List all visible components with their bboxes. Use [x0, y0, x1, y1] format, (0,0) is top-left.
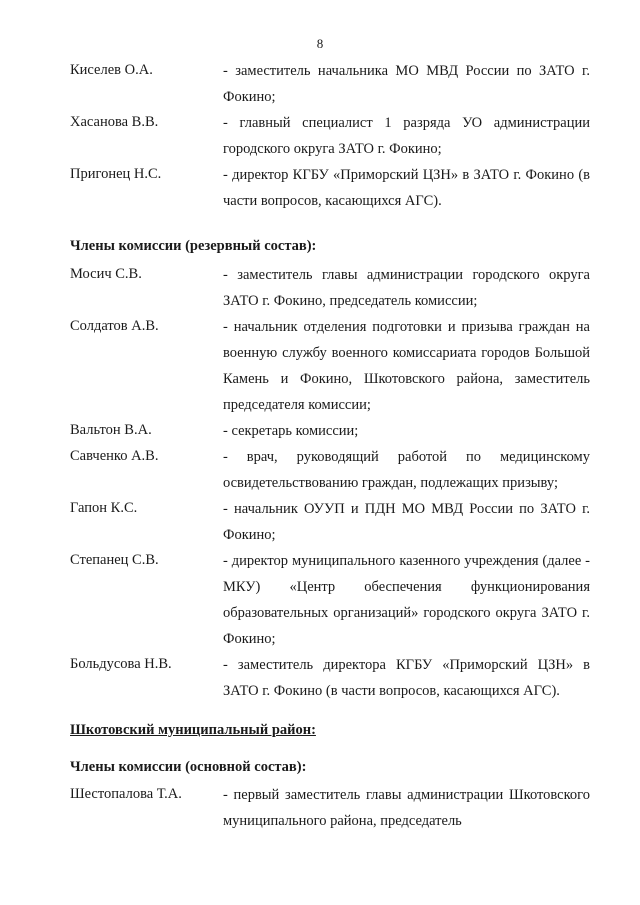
member-entry: [70, 496, 590, 548]
member-duty: - начальник отделения подготовки и призыва граждан на военную службу военного комиссариата городов Большой Камень и Фокино, Шкотовского района, заместитель председателя комиссии;: [223, 319, 590, 413]
main-members-heading: Члены комиссии (основной состав):: [70, 759, 307, 775]
member-name: Киселев О.А.: [70, 62, 153, 78]
member-duty: - главный специалист 1 разряда УО администрации городского округа ЗАТО г. Фокино;: [223, 115, 590, 157]
member-entry: [70, 162, 590, 214]
member-duty: - заместитель директора КГБУ «Приморский ЦЗН» в ЗАТО г. Фокино (в части вопросов, касающихся АГС).: [223, 657, 590, 699]
member-name: Гапон К.С.: [70, 500, 138, 516]
member-name: Шестопалова Т.А.: [70, 786, 182, 802]
member-entry: [70, 782, 590, 834]
member-name: Вальтон В.А.: [70, 422, 152, 438]
member-entry: [70, 444, 590, 496]
member-duty: - врач, руководящий работой по медицинскому освидетельствованию граждан, подлежащих призыву;: [223, 449, 590, 491]
reserve-members-heading: Члены комиссии (резервный состав):: [70, 238, 317, 254]
member-name: Степанец С.В.: [70, 552, 159, 568]
member-entry: [70, 262, 590, 314]
district-heading: Шкотовский муниципальный район:: [70, 722, 316, 738]
member-duty: - заместитель начальника МО МВД России по ЗАТО г. Фокино;: [223, 63, 590, 105]
page-number: 8: [316, 36, 324, 51]
member-duty: - директор муниципального казенного учреждения (далее - МКУ) «Центр обеспечения функционирования образовательных организаций» городского округа ЗАТО г. Фокино;: [223, 553, 590, 647]
member-duty: - заместитель главы администрации городского округа ЗАТО г. Фокино, председатель комиссии;: [223, 267, 590, 309]
member-duty: - первый заместитель главы администрации Шкотовского муниципального района, председатель: [223, 787, 590, 829]
member-name: Савченко А.В.: [70, 448, 159, 464]
member-name: Солдатов А.В.: [70, 318, 159, 334]
member-entry: [70, 418, 590, 444]
member-name: Мосич С.В.: [70, 266, 142, 282]
main-members-list: [70, 782, 590, 834]
member-name: Больдусова Н.В.: [70, 656, 172, 672]
member-entry: [70, 652, 590, 704]
members-list-continued: [70, 58, 590, 214]
reserve-members-list: [70, 262, 590, 704]
member-duty: - директор КГБУ «Приморский ЦЗН» в ЗАТО г. Фокино (в части вопросов, касающихся АГС).: [223, 167, 590, 209]
member-name: Хасанова В.В.: [70, 114, 159, 130]
member-duty: - секретарь комиссии;: [223, 423, 359, 439]
member-entry: [70, 548, 590, 652]
member-entry: [70, 314, 590, 418]
member-entry: [70, 110, 590, 162]
member-duty: - начальник ОУУП и ПДН МО МВД России по ЗАТО г. Фокино;: [223, 501, 590, 543]
member-name: Пригонец Н.С.: [70, 166, 162, 182]
member-entry: [70, 58, 590, 110]
